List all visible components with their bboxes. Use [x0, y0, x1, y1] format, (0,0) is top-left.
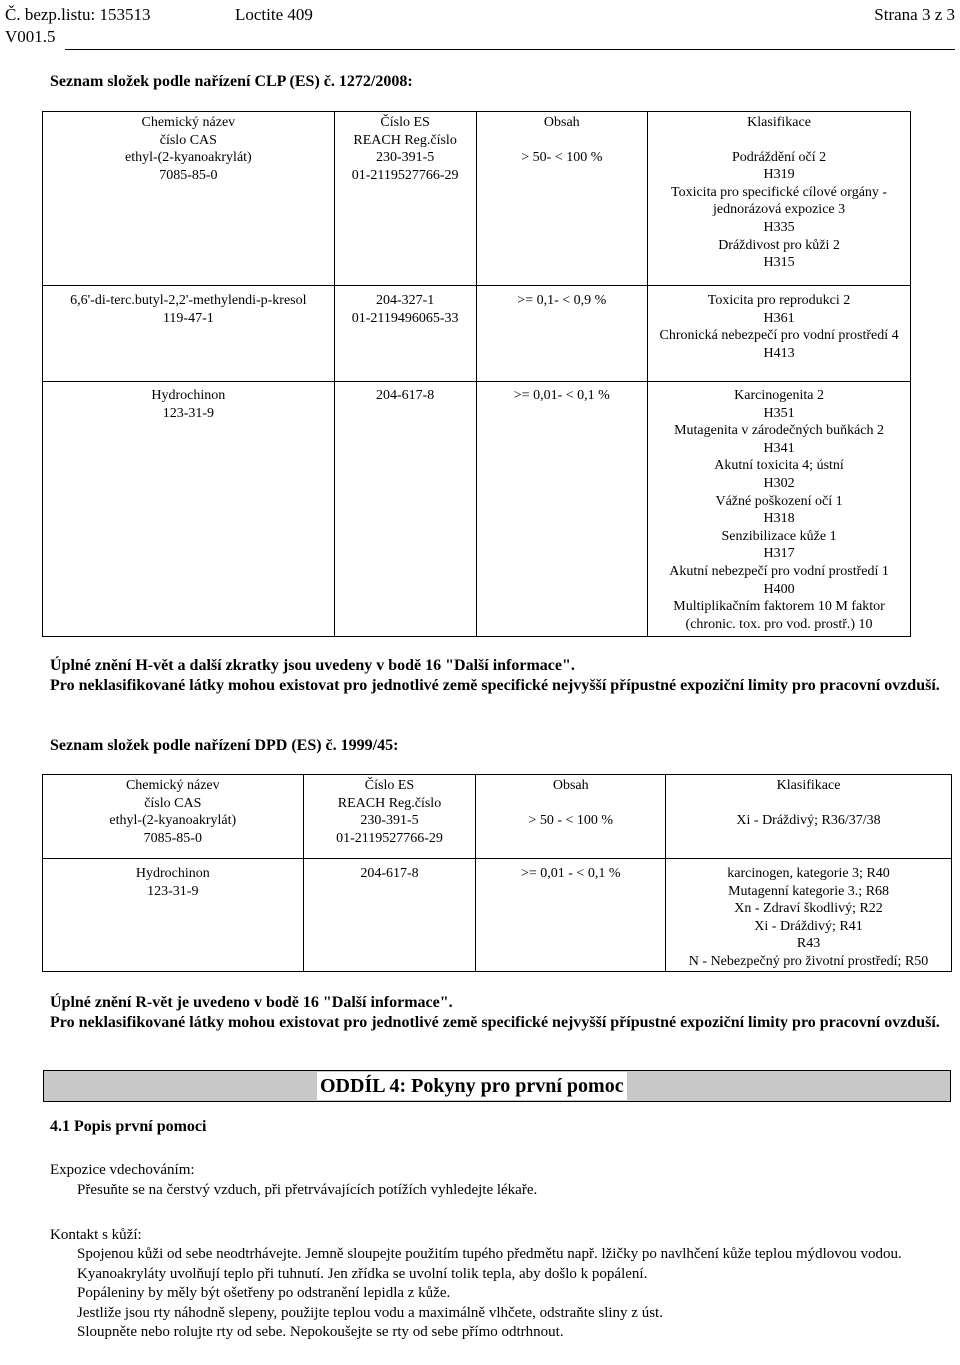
subsection-title: 4.1 Popis první pomoci [50, 1118, 207, 1135]
name-cell: Chemický název číslo CAS ethyl-(2-kyanoakrylát) 7085-85-0 [43, 112, 335, 286]
list-item: Popáleniny by měly být ošetřeny po odstranění lepidla z kůže. [77, 1285, 451, 1302]
name-cell: Hydrochinon 123-31-9 [43, 382, 335, 637]
name-cell: 6,6'-di-terc.butyl-2,2'-methylendi-p-kresol 119-47-1 [43, 286, 335, 382]
content-cell: Obsah > 50 - < 100 % [476, 775, 666, 859]
inhalation-text: Přesuňte se na čerstvý vzduch, při přetrvávajících potížích vyhledejte lékaře. [77, 1182, 538, 1198]
skin-contact-label: Kontakt s kůží: [50, 1227, 142, 1243]
es-cell: Číslo ES REACH Reg.číslo 230-391-5 01-2119527766-29 [334, 112, 476, 286]
table-row [43, 859, 952, 972]
content-cell: >= 0,01- < 0,1 % [476, 382, 648, 637]
content-cell: >= 0,01 - < 0,1 % [476, 859, 666, 972]
sheet-number: Č. bezp.listu: 153513 [5, 5, 151, 24]
inhalation-label: Expozice vdechováním: [50, 1162, 195, 1178]
section-4-header [43, 1070, 951, 1102]
dpd-note-r-phrases: Úplné znění R-vět je uvedeno v bodě 16 "Další informace". [50, 994, 453, 1011]
es-cell: Číslo ES REACH Reg.číslo 230-391-5 01-2119527766-29 [303, 775, 476, 859]
dpd-title: Seznam složek podle nařízení DPD (ES) č. 1999/45: [50, 737, 399, 754]
list-item: Kyanoakryláty uvolňují teplo při tuhnutí. Jen zřídka se uvolní tolik tepla, aby došlo k popálení. [77, 1265, 648, 1282]
class-cell: Klasifikace Xi - Dráždivý; R36/37/38 [666, 775, 952, 859]
es-cell: 204-617-8 [303, 859, 476, 972]
header-rule [65, 49, 955, 50]
class-cell: Klasifikace Podráždění očí 2 H319 Toxicita pro specifické cílové orgány - jednorázová expozice 3 H335 Dráždivost pro kůži 2 H315 [648, 112, 911, 286]
class-cell: Toxicita pro reprodukci 2 H361 Chronická nebezpečí pro vodní prostředí 4 H413 [648, 286, 911, 382]
table-row [43, 112, 911, 286]
dpd-note-limits: Pro neklasifikované látky mohou existovat pro jednotlivé země specifické nejvyšší přípustné expoziční limity pro pracovní ovzduší. [50, 1014, 940, 1031]
es-cell: 204-617-8 [334, 382, 476, 637]
section-4-title: ODDÍL 4: Pokyny pro první pomoc [317, 1072, 627, 1100]
skin-contact-text [77, 1245, 937, 1343]
clp-note-h-phrases: Úplné znění H-vět a další zkratky jsou uvedeny v bodě 16 "Další informace". [50, 657, 575, 674]
table-row [43, 382, 911, 637]
version: V001.5 [5, 27, 56, 46]
list-item: Sloupněte nebo rolujte rty od sebe. Nepokoušejte se rty od sebe přímo odtrhnout. [77, 1324, 564, 1341]
class-cell: karcinogen, kategorie 3; R40 Mutagenní kategorie 3.; R68 Xn - Zdraví škodlivý; R22 Xi - Dráždivý; R41 R43 N - Nebezpečný pro životní prostředí; R50 [666, 859, 952, 972]
content-cell: Obsah > 50- < 100 % [476, 112, 648, 286]
clp-title: Seznam složek podle nařízení CLP (ES) č. 1272/2008: [50, 73, 413, 90]
clp-components-table [42, 111, 911, 637]
table-row [43, 775, 952, 859]
clp-note-limits: Pro neklasifikované látky mohou existovat pro jednotlivé země specifické nejvyšší přípustné expoziční limity pro pracovní ovzduší. [50, 677, 940, 694]
product-name: Loctite 409 [235, 5, 313, 24]
name-cell: Chemický název číslo CAS ethyl-(2-kyanoakrylát) 7085-85-0 [43, 775, 304, 859]
es-cell: 204-327-1 01-2119496065-33 [334, 286, 476, 382]
list-item: Jestliže jsou rty náhodně slepeny, použijte teplou vodu a maximálně vlhčete, odstraňte sliny z úst. [77, 1304, 663, 1321]
list-item: Spojenou kůži od sebe neodtrhávejte. Jemně sloupejte použitím tupého předmětu např. lžičky po navlhčení kůže teplou mýdlovou vodou. [77, 1246, 902, 1262]
name-cell: Hydrochinon 123-31-9 [43, 859, 304, 972]
page-number: Strana 3 z 3 [874, 5, 955, 24]
table-row [43, 286, 911, 382]
class-cell: Karcinogenita 2 H351 Mutagenita v zárodečných buňkách 2 H341 Akutní toxicita 4; ústní H302 Vážné poškození očí 1 H318 Senzibilizace kůže 1 H317 Akutní nebezpečí pro vodní prostředí 1 H400 Multiplikačním faktorem 10 M faktor (chronic. tox. pro vod. prostř.) 10 [648, 382, 911, 637]
content-cell: >= 0,1- < 0,9 % [476, 286, 648, 382]
dpd-components-table [42, 774, 952, 972]
page-header [5, 4, 955, 48]
